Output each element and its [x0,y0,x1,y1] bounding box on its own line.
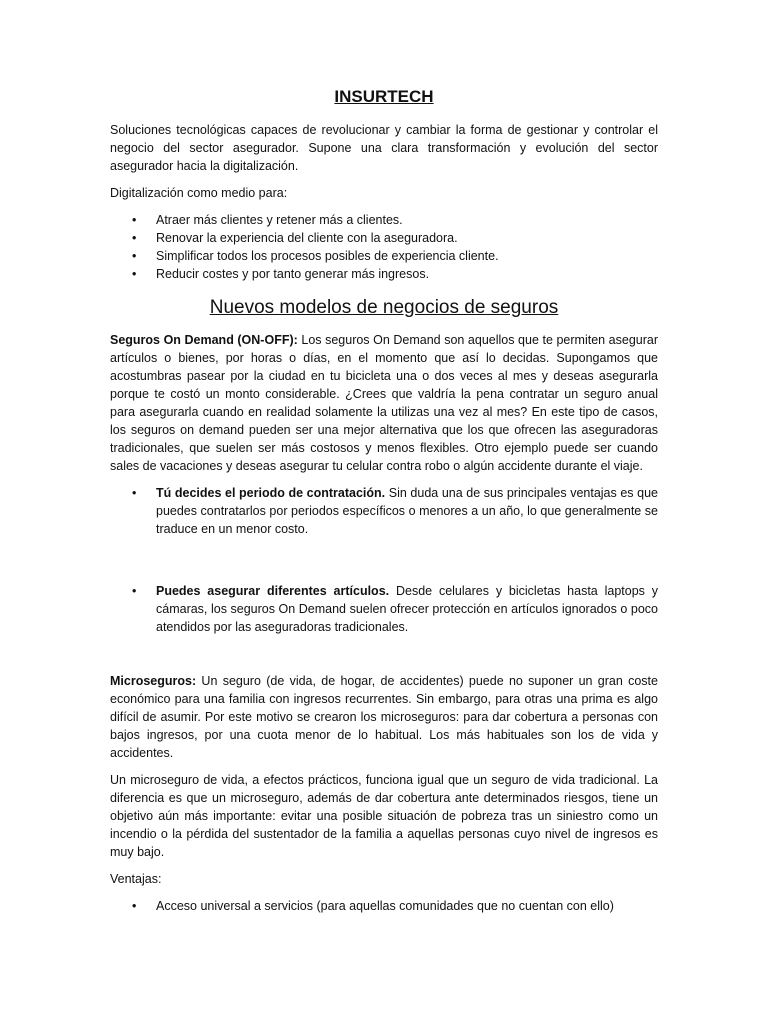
on-demand-text: Los seguros On Demand son aquellos que te permiten asegurar artículos o bienes, por horas o días, en el momento que así lo decidas. Supongamos que acostumbras pasear por la ciudad en tu bicicleta una o dos veces al mes y deseas asegurarla porque te costó un monto considerable. ¿Crees que valdría la pena contratar un seguro anual para asegurarla cuando en realidad solamente la utilizas una vez al mes? En este tipo de casos, los seguros on demand pueden ser una mejor alternativa que los que ofrecen las aseguradoras tradicionales, que suelen ser más costosos y menos flexibles. Otro ejemplo puede ser cuando sales de vacaciones y deseas asegurar tu celular contra robo o algún accidente durante el viaje. [110,333,658,473]
microseguros-label: Microseguros: [110,674,197,688]
list-item [110,229,658,247]
on-demand-list [110,582,658,636]
list-item [110,265,658,283]
intro-paragraph: Soluciones tecnológicas capaces de revolucionar y cambiar la forma de gestionar y controlar el negocio del sector asegurador. Supone una clara transformación y evolución del sector asegurador hacia la digitalización. [110,123,658,173]
list-item-bold: Puedes asegurar diferentes artículos. [156,584,390,598]
list-item-text: Simplificar todos los procesos posibles de experiencia cliente. [156,249,499,263]
document-title: INSURTECH [334,87,434,106]
bullet-icon: • [132,899,137,913]
list-item-text: Acceso universal a servicios (para aquellas comunidades que no cuentan con ello) [156,899,614,913]
microseguros-text: Un seguro (de vida, de hogar, de accidentes) puede no suponer un gran coste económico para una familia con ingresos recurrentes. Sin embargo, para otras una prima es algo difícil de asumir. Por este motivo se crearon los microseguros: para dar cobertura a personas con bajos ingresos, por una cuota menor de lo habitual. Los más habituales son los de vida y accidentes. [110,674,658,760]
bullet-icon: • [132,231,137,245]
on-demand-list [110,484,658,538]
on-demand-paragraph [110,331,658,475]
list-item-bold: Tú decides el periodo de contratación. [156,486,386,500]
list-item [110,484,658,538]
spacer [110,548,658,582]
bullet-icon: • [132,267,137,281]
section-title: Nuevos modelos de negocios de seguros [209,297,559,318]
ventajas-label: Ventajas: [110,872,162,886]
list-item [110,897,658,915]
document-body [110,86,658,925]
list-item-text: Atraer más clientes y retener más a clientes. [156,213,403,227]
on-demand-label: Seguros On Demand (ON-OFF): [110,333,298,347]
list-item [110,582,658,636]
ventajas-list [110,897,658,915]
list-item-text: Sin duda una de sus principales ventajas es que puedes contratarlos por periodos específicos o menores a un año, lo que generalmente se traduce en un menor costo. [156,486,659,536]
list-item-text: Renovar la experiencia del cliente con la aseguradora. [156,231,458,245]
list-item [110,211,658,229]
spacer [110,646,658,672]
bullet-icon: • [132,213,137,227]
list-item-text: Reducir costes y por tanto generar más ingresos. [156,267,430,281]
digitalization-list [110,211,658,283]
bullet-icon: • [132,249,137,263]
bullet-icon: • [132,486,137,500]
microseguros-paragraph [110,672,658,762]
microseguros-paragraph-2: Un microseguro de vida, a efectos prácticos, funciona igual que un seguro de vida tradicional. La diferencia es que un microseguro, además de dar cobertura ante determinados riesgos, tiene un objetivo aún más importante: evitar una posible situación de pobreza tras un siniestro como un incendio o la pérdida del sustentador de la familia a aquellas personas cuyo nivel de ingresos es muy bajo. [110,773,658,859]
list-item [110,247,658,265]
bullet-icon: • [132,584,137,598]
list-item-text: Desde celulares y bicicletas hasta laptops y cámaras, los seguros On Demand suelen ofrecer protección en artículos ignorados o poco atendidos por las aseguradoras tradicionales. [156,584,658,634]
digitalization-heading: Digitalización como medio para: [110,186,288,200]
